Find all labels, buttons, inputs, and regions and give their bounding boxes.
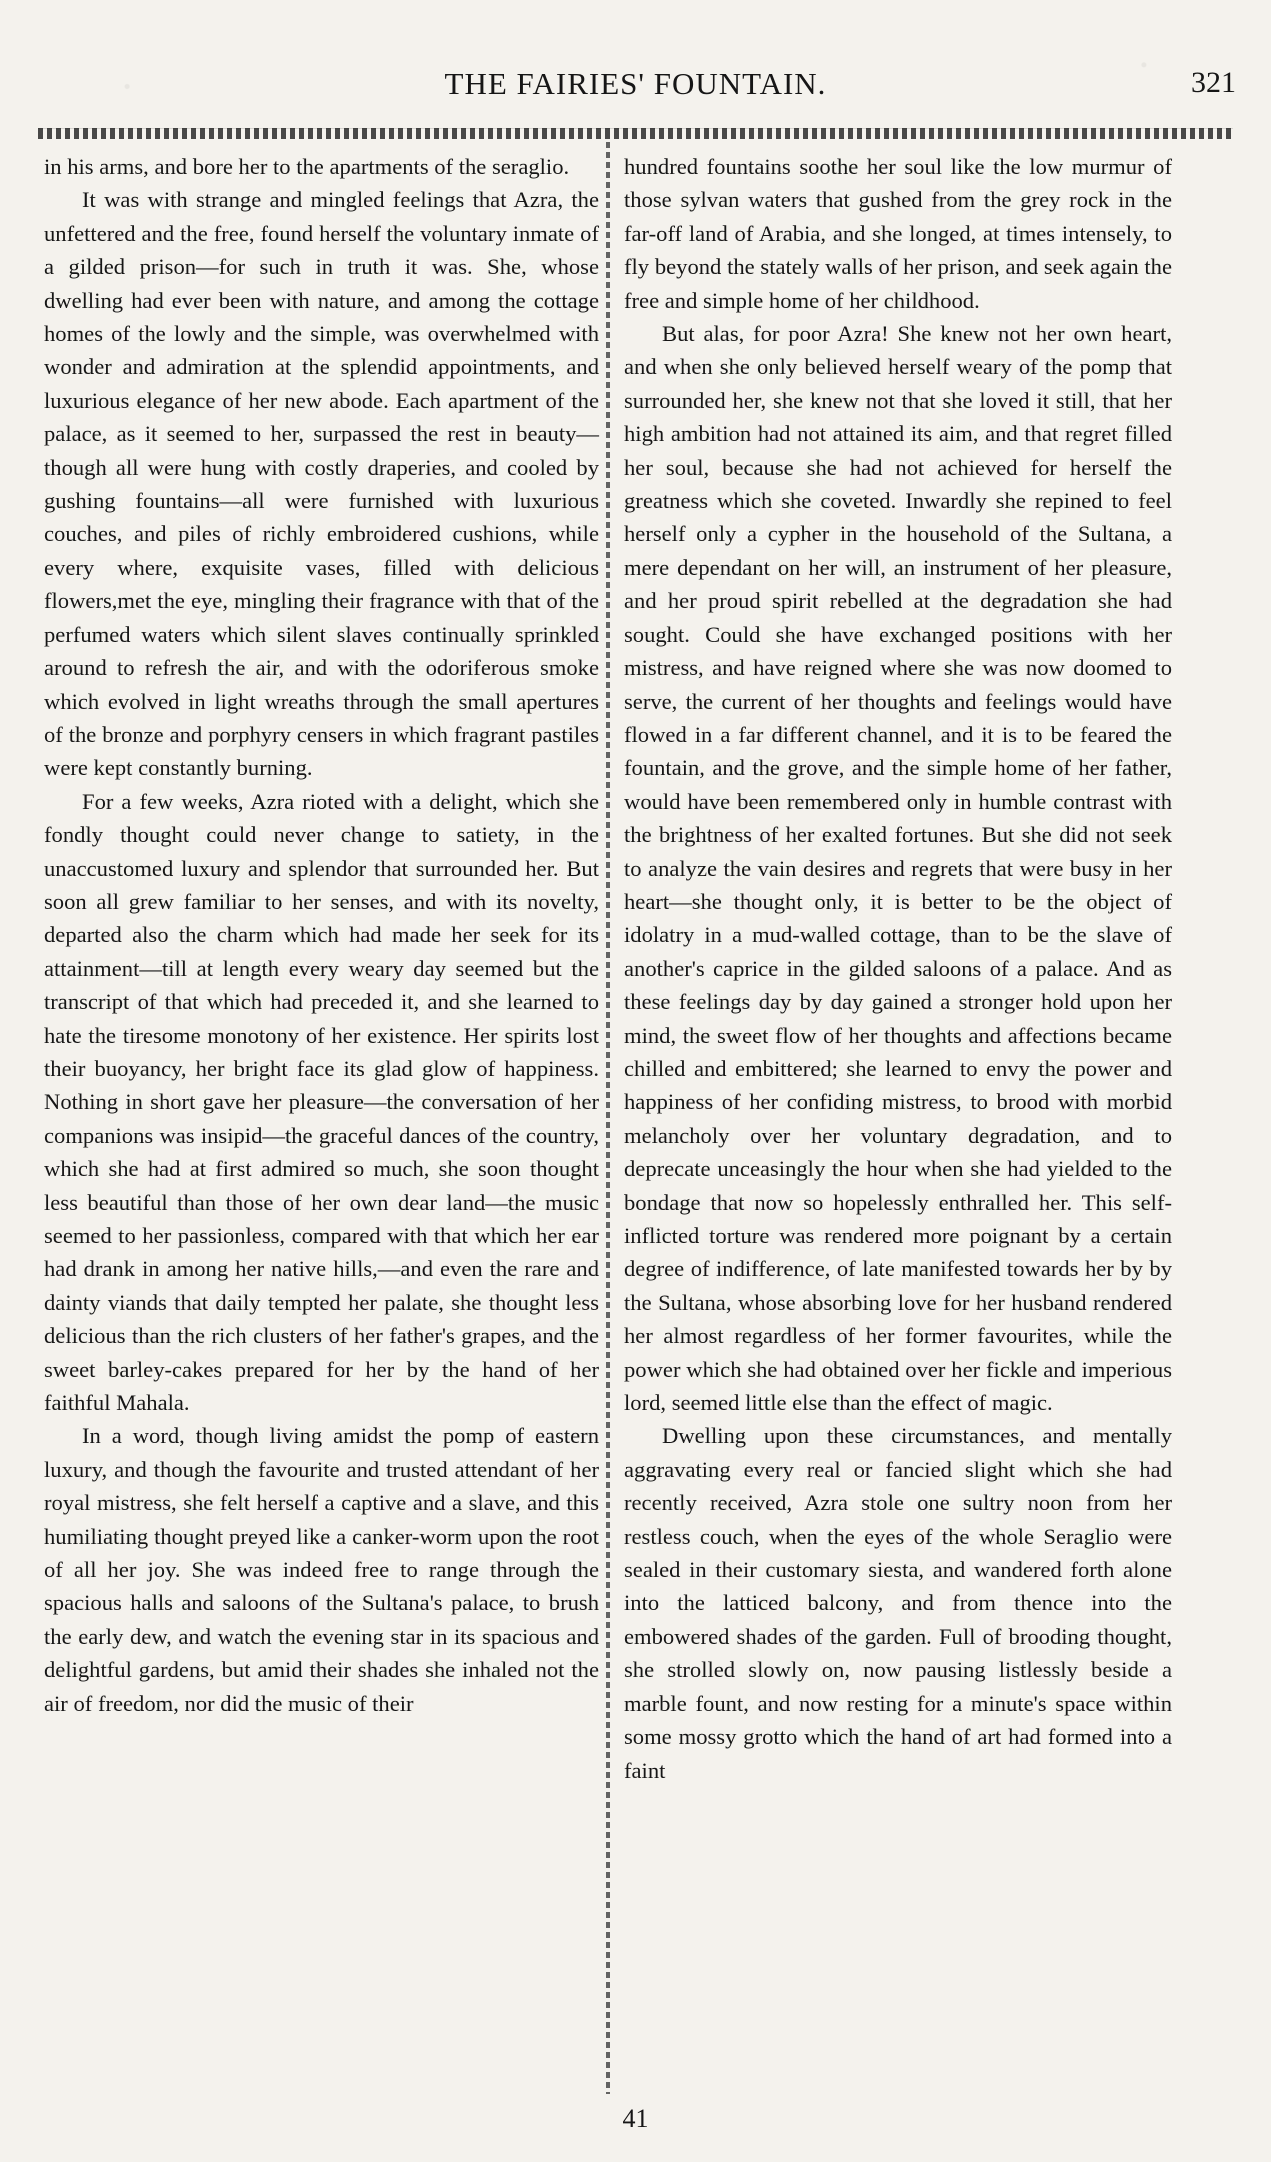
right-column <box>624 150 1172 1787</box>
left-column <box>44 150 599 1720</box>
page-number: 321 <box>1191 66 1236 99</box>
running-title: THE FAIRIES' FOUNTAIN. <box>444 66 827 101</box>
paragraph: But alas, for poor Azra! She knew not her own heart, and when she only believed herself weary of the pomp that surrounded her, she knew not that she loved it still, that her high ambition had not attained its aim, and that regret filled her soul, because she had not achieved for herself the greatness which she coveted. Inwardly she repined to feel herself only a cypher in the household of the Sultana, a mere dependant on her will, an instrument of her pleasure, and her proud spirit rebelled at the degradation she had sought. Could she have exchanged positions with her mistress, and have reigned where she was now doomed to serve, the current of her thoughts and feelings would have flowed in a far different channel, and it is to be feared the fountain, and the grove, and the simple home of her father, would have been remembered only in humble contrast with the brightness of her exalted fortunes. But she did not seek to analyze the vain desires and regrets that were busy in her heart—she thought only, it is better to be the object of idolatry in a mud-walled cottage, than to be the slave of another's caprice in the gilded saloons of a palace. And as these feelings day by day gained a stronger hold upon her mind, the sweet flow of her thoughts and affections became chilled and embittered; she learned to envy the power and happiness of her confiding mistress, to brood with morbid melancholy over her voluntary degradation, and to deprecate unceasingly the hour when she had yielded to the bondage that now so hopelessly enthralled her. This self-inflicted torture was rendered more poignant by a certain degree of indifference, of late manifested towards her by by the Sultana, whose absorbing love for her husband rendered her almost regardless of her former favourites, while the power which she had obtained over her fickle and imperious lord, seemed little else than the effect of magic. <box>624 321 1172 1416</box>
paragraph: Dwelling upon these circumstances, and mentally aggravating every real or fancied slight which she had recently received, Azra stole one sultry noon from her restless couch, when the eyes of the whole Seraglio were sealed in their customary siesta, and wandered forth alone into the latticed balcony, and from thence into the embowered shades of the garden. Full of brooding thought, she strolled slowly on, now pausing listlessly beside a marble fount, and now resting for a minute's space within some mossy grotto which the hand of art had formed into a faint <box>624 1423 1172 1783</box>
column-divider <box>606 142 610 2094</box>
paragraph: In a word, though living amidst the pomp of eastern luxury, and though the favourite and trusted attendant of her royal mistress, she felt herself a captive and a slave, and this humiliating thought preyed like a canker-worm upon the root of all her joy. She was indeed free to range through the spacious halls and saloons of the Sultana's palace, to brush the early dew, and watch the evening star in its spacious and delightful gardens, but amid their shades she inhaled not the air of freedom, nor did the music of their <box>44 1423 599 1716</box>
paragraph: hundred fountains soothe her soul like the low murmur of those sylvan waters that gushed from the grey rock in the far-off land of Arabia, and she longed, at times intensely, to fly beyond the stately walls of her prison, and seek again the free and simple home of her childhood. <box>624 154 1172 313</box>
paragraph: For a few weeks, Azra rioted with a delight, which she fondly thought could never change to satiety, in the unaccustomed luxury and splendor that surrounded her. But soon all grew familiar to her senses, and with its novelty, departed also the charm which had made her seek for its attainment—till at length every weary day seemed but the transcript of that which had preceded it, and she learned to hate the tiresome monotony of her existence. Her spirits lost their buoyancy, her bright face its glad glow of happiness. Nothing in short gave her pleasure—the conversation of her companions was insipid—the graceful dances of the country, which she had at first admired so much, she soon thought less beautiful than those of her own dear land—the music seemed to her passionless, compared with that which her ear had drank in among her native hills,—and even the rare and dainty viands that daily tempted her palate, she thought less delicious than the rich clusters of her father's grapes, and the sweet barley-cakes prepared for her by the hand of her faithful Mahala. <box>44 788 599 1416</box>
header-rule <box>38 128 1233 139</box>
page-header <box>30 66 1241 122</box>
paragraph: in his arms, and bore her to the apartments of the seraglio. <box>44 154 570 179</box>
paragraph: It was with strange and mingled feelings that Azra, the unfettered and the free, found herself the voluntary inmate of a gilded prison—for such in truth it was. She, whose dwelling had ever been with nature, and among the cottage homes of the lowly and the simple, was overwhelmed with wonder and admiration at the splendid appointments, and luxurious elegance of her new abode. Each apartment of the palace, as it seemed to her, surpassed the rest in beauty—though all were hung with costly draperies, and cooled by gushing fountains—all were furnished with luxurious couches, and piles of richly embroidered cushions, while every where, exquisite vases, filled with delicious flowers,met the eye, mingling their fragrance with that of the perfumed waters which silent slaves continually sprinkled around to refresh the air, and with the odoriferous smoke which evolved in light wreaths through the small apertures of the bronze and porphyry censers in which fragrant pastiles were kept constantly burning. <box>44 187 599 781</box>
signature-mark: 41 <box>622 2104 649 2133</box>
